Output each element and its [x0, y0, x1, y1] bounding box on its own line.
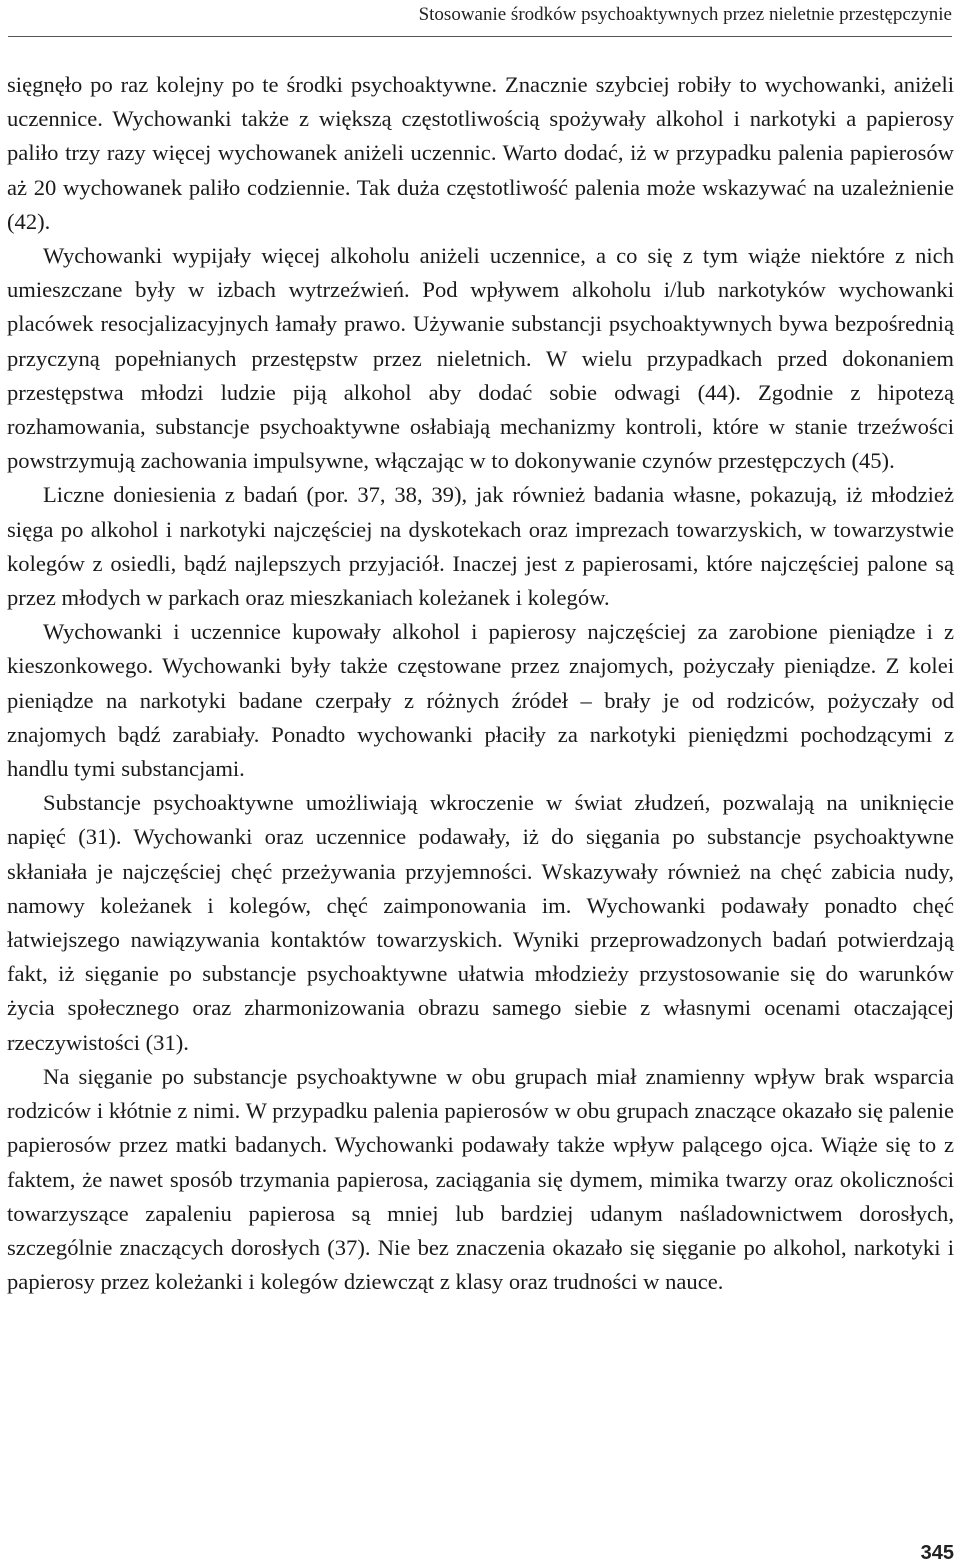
paragraph-3: Liczne doniesienia z badań (por. 37, 38, 39), jak również badania własne, pokazują, iż młodzież sięga po alkohol i narkotyki najczęściej na dyskotekach oraz imprezach towarzyskich, w towarzystwie kolegów z osiedli, bądź najlepszych przyjaciół. Inaczej jest z papierosami, które najczęściej palone są przez młodych w parkach oraz mieszkaniach koleżanek i kolegów.: [7, 482, 954, 611]
paragraph-1: sięgnęło po raz kolejny po te środki psychoaktywne. Znacznie szybciej robiły to wychowanki, aniżeli uczennice. Wychowanki także z większą częstotliwością spożywały alkohol i narkotyki a papierosy paliło trzy razy więcej wychowanek aniżeli uczennic. Warto dodać, iż w przypadku palenia papierosów aż 20 wychowanek paliło codziennie. Tak duża częstotliwość palenia może wskazywać na uzależnienie (42).: [7, 72, 954, 234]
paragraph-6: Na sięganie po substancje psychoaktywne w obu grupach miał znamienny wpływ brak wsparcia rodziców i kłótnie z nimi. W przypadku palenia papierosów w obu grupach znaczące okazało się palenie papierosów przez matki badanych. Wychowanki podawały także wpływ palącego ojca. Wiąże się to z faktem, że nawet sposób trzymania papierosa, zaciągania się dymem, mimika twarzy oraz okoliczności towarzyszące zapaleniu papierosa są mniej lub bardziej udanym naśladownictwem dorosłych, szczególnie znaczących dorosłych (37). Nie bez znaczenia okazało się sięganie po alkohol, narkotyki i papierosy przez koleżanki i kolegów dziewcząt z klasy oraz trudności w nauce.: [7, 1063, 954, 1295]
paragraph-4: Wychowanki i uczennice kupowały alkohol i papierosy najczęściej za zarobione pieniądze i z kieszonkowego. Wychowanki były także częstowane przez znajomych, pożyczały pieniądze. Z kolei pieniądze na narkotyki badane czerpały z różnych źródeł – brały je od rodziców, pożyczały od znajomych bądź zarabiały. Ponadto wychowanki płaciły za narkotyki pieniędzmi pochodzącymi z handlu tymi substancjami.: [7, 619, 954, 782]
paragraph-5: Substancje psychoaktywne umożliwiają wkroczenie w świat złudzeń, pozwalają na uniknięcie napięć (31). Wychowanki oraz uczennice podawały, iż do sięgania po substancje psychoaktywne skłaniała je najczęściej chęć przeżywania przyjemności. Wskazywały również na chęć zabicia nudy, namowy koleżanek i kolegów, chęć zaimponowania im. Wychowanki podawały ponadto chęć łatwiejszego nawiązywania kontaktów towarzyskich. Wyniki przeprowadzonych badań potwierdzają fakt, iż sięganie po substancje psychoaktywne ułatwia młodzieży przystosowanie się do warunków życia społecznego oraz zharmonizowania obrazu samego siebie z własnymi ocenami otaczającej rzeczywistości (31).: [7, 790, 954, 1055]
body-text: [7, 68, 954, 1299]
paragraph-2: Wychowanki wypijały więcej alkoholu aniżeli uczennice, a co się z tym wiąże niektóre z nich umieszczane były w izbach wytrzeźwień. Pod wpływem alkoholu i/lub narkotyków wychowanki placówek resocjalizacyjnych łamały prawo. Używanie substancji psychoaktywnych bywa bezpośrednią przyczyną popełnianych przestępstw przez nieletnich. W wielu przypadkach przed dokonaniem przestępstwa młodzi ludzie piją alkohol aby dodać sobie odwagi (44). Zgodnie z hipotezą rozhamowania, substancje psychoaktywne osłabiają mechanizmy kontroli, które w stanie trzeźwości powstrzymują zachowania impulsywne, włączając w to dokonywanie czynów przestępczych (45).: [7, 243, 954, 474]
running-header: Stosowanie środków psychoaktywnych przez nieletnie przestępczynie: [418, 4, 952, 25]
header-divider: [8, 36, 952, 37]
page-number: 345: [920, 1542, 954, 1564]
